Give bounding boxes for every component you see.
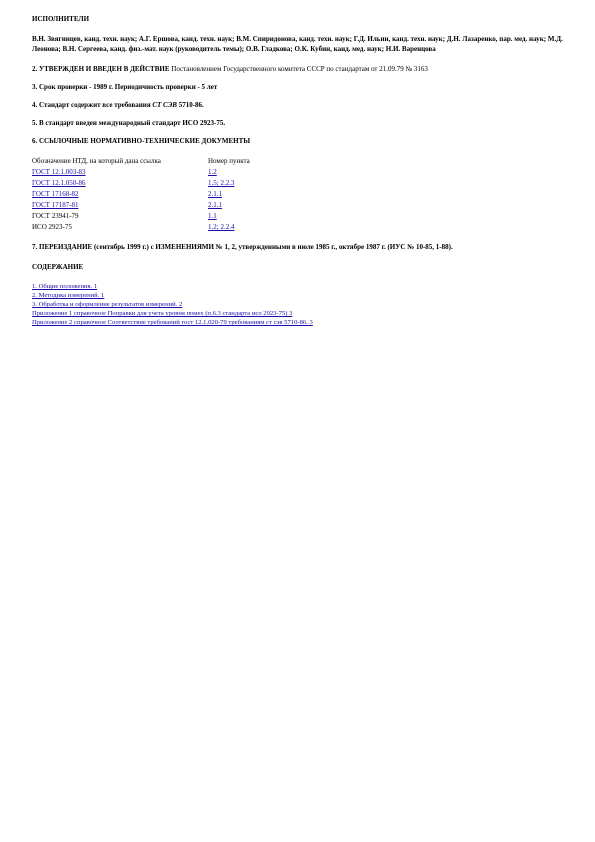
item-approved: 2. УТВЕРЖДЕН И ВВЕДЕН В ДЕЙСТВИЕ Постановлением Государственного комитета СССР по стандартам от 21.09.79 № 3163 [32,65,428,73]
col-item-header: Номер пункта [208,157,250,165]
doc-text: ГОСТ 23941-79 [32,212,79,220]
table-row [32,178,250,189]
item-link[interactable]: 1.2; 2.2.4 [208,223,235,231]
contents-list [32,282,563,327]
references-header-row [32,156,250,167]
table-row [32,222,250,233]
col-doc-header: Обозначение НТД, на который дана ссылка [32,157,161,165]
table-row [32,200,250,211]
references-heading: 6. ССЫЛОЧНЫЕ НОРМАТИВНО-ТЕХНИЧЕСКИЕ ДОКУМЕНТЫ [32,137,251,145]
doc-text: ИСО 2923-75 [32,223,72,231]
item-link[interactable]: 2.1.1 [208,190,222,198]
doc-link[interactable]: ГОСТ 12.1.050-86 [32,179,86,187]
executors-heading: ИСПОЛНИТЕЛИ [32,15,90,23]
item-reissue: 7. ПЕРЕИЗДАНИЕ (сентябрь 1999 г.) с ИЗМЕНЕНИЯМИ № 1, 2, утвержденными в июле 1985 г., октябре 1987 г. (ИУС № 10-85, 1-88). [32,243,453,251]
table-row [32,167,250,178]
executors-names: В.Н. Звягинцев, канд. техн. наук; А.Г. Ершова, канд. техн. наук; В.М. Спиридонова, канд. техн. наук; Г.Д. Ильин, канд. техн. наук; Д.Н. Лазаренко, пар. мед. наук; М.Д. Леонова; В.Н. Сергеева, канд. физ.-мат. наук (руководитель темы); О.В. Гладкова; О.К. Кубин, канд. мед. наук; Н.И. Варенцова [32,35,563,53]
toc-link-general[interactable]: 1. Общие положения. 1 [32,283,98,290]
item-link[interactable]: 2.1.1 [208,201,222,209]
item-check-period: 3. Срок проверки - 1989 г. Периодичность проверки - 5 лет [32,83,218,91]
item-link[interactable]: 1.2 [208,168,217,176]
item-link[interactable]: 1.1 [208,212,217,220]
doc-link[interactable]: ГОСТ 17168-82 [32,190,79,198]
doc-link[interactable]: ГОСТ 17187-81 [32,201,79,209]
toc-link-processing[interactable]: 3. Обработка и оформление результатов измерений. 2 [32,301,183,308]
contents-heading: СОДЕРЖАНИЕ [32,263,84,271]
item-contains-requirements: 4. Стандарт содержит все требования СТ СЭВ 5710-86. [32,101,204,109]
item-iso-introduced: 5. В стандарт введен международный стандарт ИСО 2923-75. [32,119,226,127]
doc-link[interactable]: ГОСТ 12.1.003-83 [32,168,86,176]
toc-link-appendix-2[interactable]: Приложение 2 справочное Соответствие требований гост 12.1.020-79 требованиям ст сэв 5710-86. 3 [32,319,313,326]
table-row [32,211,250,222]
toc-link-method[interactable]: 2. Методика измерений. 1 [32,292,105,299]
toc-link-appendix-1[interactable]: Приложение 1 справочное Поправки для учета уровня помех (п.6.3 стандарта исо 2923-75) 3 [32,310,293,317]
references-table [32,156,250,233]
table-row [32,189,250,200]
item-link[interactable]: 1.5; 2.2.3 [208,179,235,187]
